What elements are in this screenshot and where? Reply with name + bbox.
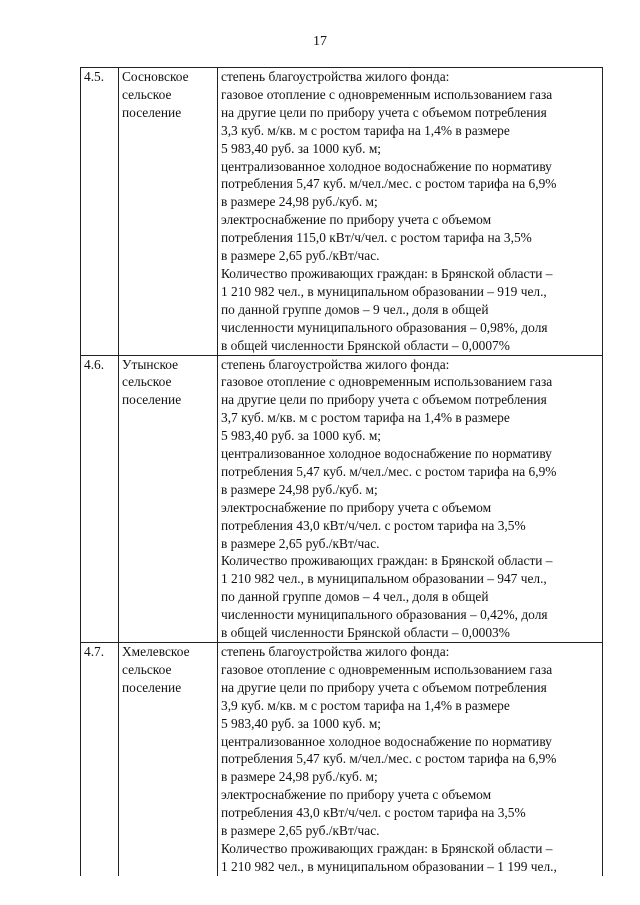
page-number: 17 bbox=[313, 34, 327, 49]
description-line: в размере 24,98 руб./куб. м; bbox=[221, 194, 378, 210]
settlement-name-line: Хмелевское bbox=[122, 644, 190, 659]
table-body bbox=[81, 68, 603, 876]
description-line: в размере 2,65 руб./кВт/час. bbox=[221, 248, 380, 264]
row-number: 4.6. bbox=[81, 355, 119, 643]
settlement-name-line: сельское bbox=[122, 374, 172, 390]
description-line: в размере 24,98 руб./куб. м; bbox=[221, 769, 378, 785]
description-line: степень благоустройства жилого фонда: bbox=[221, 644, 450, 659]
tariff-description bbox=[218, 643, 603, 876]
description-line: по данной группе домов – 9 чел., доля в общей bbox=[221, 301, 489, 317]
description-line: в размере 2,65 руб./кВт/час. bbox=[221, 535, 380, 551]
description-line: потребления 43,0 кВт/ч/чел. с ростом тарифа на 3,5% bbox=[221, 517, 526, 533]
settlement-name-line: поселение bbox=[122, 392, 182, 408]
table-row bbox=[81, 355, 603, 643]
description-line: централизованное холодное водоснабжение по нормативу bbox=[221, 733, 552, 749]
description-line: потребления 43,0 кВт/ч/чел. с ростом тарифа на 3,5% bbox=[221, 805, 526, 821]
description-line: 3,7 куб. м/кв. м с ростом тарифа на 1,4% в размере bbox=[221, 410, 510, 426]
settlement-name bbox=[119, 68, 218, 356]
description-line: потребления 5,47 куб. м/чел./мес. с ростом тарифа на 6,9% bbox=[221, 463, 557, 479]
description-line: 1 210 982 чел., в муниципальном образовании – 1 199 чел., bbox=[221, 858, 557, 874]
settlement-name bbox=[119, 355, 218, 643]
description-line: 3,3 куб. м/кв. м с ростом тарифа на 1,4% в размере bbox=[221, 122, 510, 138]
description-line: газовое отопление с одновременным использованием газа bbox=[221, 661, 553, 677]
description-line: централизованное холодное водоснабжение по нормативу bbox=[221, 158, 552, 174]
settlement-name bbox=[119, 643, 218, 876]
description-line: Количество проживающих граждан: в Брянской области – bbox=[221, 553, 553, 569]
description-line: численности муниципального образования – 0,42%, доля bbox=[221, 607, 548, 623]
description-line: потребления 5,47 куб. м/чел./мес. с ростом тарифа на 6,9% bbox=[221, 176, 557, 192]
settlement-name-line: сельское bbox=[122, 661, 172, 677]
description-line: электроснабжение по прибору учета с объемом bbox=[221, 787, 492, 803]
description-line: централизованное холодное водоснабжение по нормативу bbox=[221, 446, 552, 462]
table-row bbox=[81, 643, 603, 876]
description-line: Количество проживающих граждан: в Брянской области – bbox=[221, 265, 553, 281]
tariff-table bbox=[80, 67, 603, 876]
description-line: 5 983,40 руб. за 1000 куб. м; bbox=[221, 715, 382, 731]
settlement-name-line: поселение bbox=[122, 104, 182, 120]
description-line: в общей численности Брянской области – 0,0003% bbox=[221, 625, 510, 641]
description-line: на другие цели по прибору учета с объемом потребления bbox=[221, 392, 547, 408]
description-line: электроснабжение по прибору учета с объемом bbox=[221, 212, 492, 228]
row-number: 4.5. bbox=[81, 68, 119, 356]
description-line: в размере 2,65 руб./кВт/час. bbox=[221, 823, 380, 839]
description-line: по данной группе домов – 4 чел., доля в общей bbox=[221, 589, 489, 605]
description-line: степень благоустройства жилого фонда: bbox=[221, 356, 450, 372]
settlement-name-line: Утынское bbox=[122, 356, 179, 372]
description-line: Количество проживающих граждан: в Брянской области – bbox=[221, 840, 553, 856]
settlement-name-line: Сосновское bbox=[122, 69, 189, 84]
description-line: 3,9 куб. м/кв. м с ростом тарифа на 1,4% в размере bbox=[221, 697, 510, 713]
table-row bbox=[81, 68, 603, 356]
tariff-description bbox=[218, 68, 603, 356]
description-line: 5 983,40 руб. за 1000 куб. м; bbox=[221, 140, 382, 156]
settlement-name-line: сельское bbox=[122, 86, 172, 102]
description-line: электроснабжение по прибору учета с объемом bbox=[221, 499, 492, 515]
description-line: 1 210 982 чел., в муниципальном образовании – 947 чел., bbox=[221, 571, 547, 587]
description-line: в размере 24,98 руб./куб. м; bbox=[221, 481, 378, 497]
description-line: потребления 115,0 кВт/ч/чел. с ростом тарифа на 3,5% bbox=[221, 230, 532, 246]
description-line: 1 210 982 чел., в муниципальном образовании – 919 чел., bbox=[221, 283, 547, 299]
row-number: 4.7. bbox=[81, 643, 119, 876]
description-line: потребления 5,47 куб. м/чел./мес. с ростом тарифа на 6,9% bbox=[221, 751, 557, 767]
description-line: в общей численности Брянской области – 0,0007% bbox=[221, 337, 510, 353]
tariff-description bbox=[218, 355, 603, 643]
description-line: численности муниципального образования – 0,98%, доля bbox=[221, 319, 548, 335]
settlement-name-line: поселение bbox=[122, 679, 182, 695]
description-line: на другие цели по прибору учета с объемом потребления bbox=[221, 104, 547, 120]
description-line: степень благоустройства жилого фонда: bbox=[221, 69, 450, 84]
description-line: на другие цели по прибору учета с объемом потребления bbox=[221, 679, 547, 695]
description-line: газовое отопление с одновременным использованием газа bbox=[221, 86, 553, 102]
description-line: газовое отопление с одновременным использованием газа bbox=[221, 374, 553, 390]
description-line: 5 983,40 руб. за 1000 куб. м; bbox=[221, 428, 382, 444]
